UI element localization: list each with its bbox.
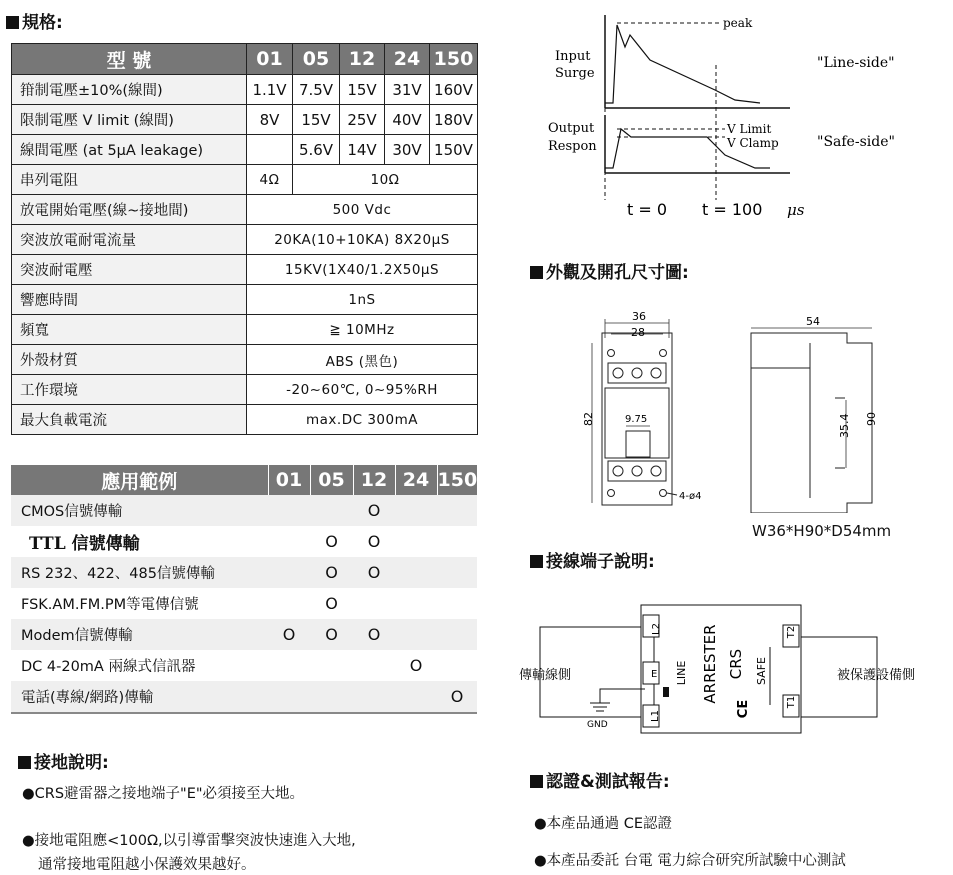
safe-side-label: "Safe-side": [817, 134, 895, 150]
app-mark: [395, 619, 437, 650]
app-header-col: 150: [437, 465, 477, 495]
app-mark: [437, 495, 477, 526]
spec-cell: ≧ 10MHz: [247, 315, 478, 345]
input-label-2: Surge: [555, 66, 595, 81]
spec-row: [12, 345, 478, 375]
app-mark: O: [367, 532, 381, 551]
label-l1: L1: [650, 710, 661, 722]
spec-cell: 1nS: [247, 285, 478, 315]
label-arrester: ARRESTER: [701, 624, 719, 704]
app-mark: O: [353, 619, 395, 650]
spec-row: [12, 375, 478, 405]
app-row-label: CMOS信號傳輸: [11, 495, 268, 526]
dim-d54: 54: [806, 315, 820, 328]
square-bullet-icon: [6, 16, 19, 29]
spec-cell: ABS (黑色): [247, 345, 478, 375]
app-row-label: Modem信號傳輸: [11, 619, 268, 650]
spec-row-label: 頻寬: [12, 315, 247, 345]
spec-row-label: 工作環境: [12, 375, 247, 405]
app-mark: [395, 588, 437, 619]
spec-row-label: 外殼材質: [12, 345, 247, 375]
app-row: [11, 495, 477, 526]
spec-row: [12, 75, 478, 105]
spec-row: [12, 105, 478, 135]
line-side-label: "Line-side": [817, 55, 895, 71]
app-row: [11, 681, 477, 713]
app-mark: [437, 588, 477, 619]
spec-heading: 規格:: [6, 8, 63, 33]
limit-label: V Limit: [727, 122, 772, 136]
spec-row-label: 箝制電壓±10%(線間): [12, 75, 247, 105]
ground-note-1: ●CRS避雷器之接地端子"E"必須接至大地。: [22, 786, 305, 802]
dim-h82: 82: [582, 412, 595, 426]
spec-table: [11, 43, 478, 435]
spec-cell: max.DC 300mA: [247, 405, 478, 435]
ground-note-2: ●接地電阻應<100Ω,以引導雷擊突波快速進入大地,: [22, 833, 356, 849]
gas-tube-icon: [663, 687, 669, 697]
spec-cell: 31V: [385, 75, 430, 105]
spec-row-label: 限制電壓 V limit (線間): [12, 105, 247, 135]
spec-row: [12, 225, 478, 255]
square-bullet-icon: [530, 775, 543, 788]
spec-row: [12, 165, 478, 195]
side-view: [751, 333, 872, 513]
spec-cell: 40V: [385, 105, 430, 135]
spec-row-label: 最大負載電流: [12, 405, 247, 435]
app-row-label: TTL 信號傳輸: [29, 534, 140, 554]
input-surge-curve: [605, 25, 760, 103]
spec-cell: 4Ω: [247, 165, 293, 195]
output-label-1: Output: [548, 121, 595, 136]
spec-cell: 20KA(10+10KA) 8X20μS: [247, 225, 478, 255]
spec-row-label: 突波放電耐電流量: [12, 225, 247, 255]
label-line: LINE: [675, 660, 688, 686]
app-mark: [268, 588, 310, 619]
dim-h35-4: 35.4: [838, 413, 851, 438]
label-e: E: [651, 669, 658, 680]
size-label: W36*H90*D54mm: [752, 522, 892, 540]
spec-row-label: 放電開始電壓(線~接地間): [12, 195, 247, 225]
label-safe: SAFE: [755, 657, 768, 685]
square-bullet-icon: [530, 555, 543, 568]
spec-row-label: 串列電阻: [12, 165, 247, 195]
spec-cell: 14V: [340, 135, 385, 165]
spec-header-col: 01: [247, 44, 293, 75]
app-mark: [268, 557, 310, 588]
ce-mark-icon: CE: [736, 699, 751, 719]
wiring-diagram: [515, 595, 940, 743]
square-bullet-icon: [18, 756, 31, 769]
spec-cell: 180V: [430, 105, 478, 135]
spec-header-row: [12, 44, 478, 75]
surge-diagram: [535, 5, 945, 230]
app-row-label: 電話(專線/網路)傳輸: [11, 681, 268, 713]
spec-header-col: 12: [340, 44, 385, 75]
app-header-col: 01: [268, 465, 310, 495]
app-mark: O: [409, 656, 423, 675]
spec-row: [12, 195, 478, 225]
app-row-label: RS 232、422、485信號傳輸: [11, 557, 268, 588]
app-mark: [437, 619, 477, 650]
app-mark: [353, 681, 395, 713]
spec-cell: 15V: [293, 105, 340, 135]
app-mark: [395, 526, 437, 557]
application-table: [11, 465, 477, 714]
app-mark: [353, 588, 395, 619]
label-gnd: GND: [587, 720, 608, 730]
dim-hole: 4-ø4: [679, 491, 702, 502]
spec-cell: [247, 135, 293, 165]
app-mark: O: [353, 557, 395, 588]
app-mark: O: [353, 495, 395, 526]
input-label-1: Input: [555, 49, 591, 64]
app-mark: [395, 495, 437, 526]
app-mark: O: [437, 681, 477, 713]
peak-label: peak: [723, 16, 753, 30]
app-row-label: FSK.AM.FM.PM等電傳信號: [21, 597, 199, 613]
cert-note-2: ●本產品委託 台電 電力綜合研究所試驗中心測試: [534, 853, 846, 869]
app-mark: [395, 557, 437, 588]
spec-cell: 1.1V: [247, 75, 293, 105]
cert-heading: 認證&測試報告:: [530, 767, 670, 792]
app-mark: [395, 681, 437, 713]
spec-row: [12, 405, 478, 435]
spec-cell: 5.6V: [293, 135, 340, 165]
spec-row-label: 突波耐電壓: [12, 255, 247, 285]
t100-label: t = 100: [702, 200, 763, 219]
spec-row: [12, 255, 478, 285]
app-mark: [310, 650, 353, 681]
label-protected-side: 被保護設備側: [837, 668, 916, 683]
spec-cell: 8V: [247, 105, 293, 135]
label-crs: CRS: [727, 648, 745, 680]
dimension-drawing: [580, 308, 910, 513]
app-header-col: 12: [353, 465, 395, 495]
spec-cell: 25V: [340, 105, 385, 135]
spec-row: [12, 285, 478, 315]
app-mark: O: [325, 532, 338, 551]
app-mark: [437, 650, 477, 681]
app-header-title: 應用範例: [11, 465, 268, 495]
unit-label: μs: [787, 201, 805, 219]
output-label-2: Respon: [548, 139, 597, 154]
spec-cell: 7.5V: [293, 75, 340, 105]
label-t2: T2: [786, 625, 797, 639]
spec-cell: 15KV(1X40/1.2X50μS: [247, 255, 478, 285]
ground-heading: 接地說明:: [18, 748, 109, 773]
spec-header-col: 150: [430, 44, 478, 75]
app-mark: [268, 526, 310, 557]
app-mark: O: [268, 619, 310, 650]
label-t1: T1: [786, 695, 797, 709]
clamp-label: V Clamp: [727, 136, 779, 150]
spec-header-model: 型 號: [12, 44, 247, 75]
wiring-heading: 接線端子說明:: [530, 547, 655, 572]
app-row: [11, 588, 477, 619]
spec-row-label: 響應時間: [12, 285, 247, 315]
app-mark: O: [310, 619, 353, 650]
app-mark: [268, 495, 310, 526]
label-line-side: 傳輸線側: [519, 668, 572, 683]
spec-cell: 500 Vdc: [247, 195, 478, 225]
spec-cell: 10Ω: [293, 165, 478, 195]
spec-header-col: 05: [293, 44, 340, 75]
dim-w28: 28: [631, 326, 645, 339]
app-mark: [268, 650, 310, 681]
spec-cell: 150V: [430, 135, 478, 165]
spec-cell: -20~60℃, 0~95%RH: [247, 375, 478, 405]
cert-note-1: ●本產品通過 CE認證: [534, 816, 673, 832]
app-mark: O: [325, 594, 338, 613]
app-mark: [310, 495, 353, 526]
spec-row: [12, 135, 478, 165]
spec-cell: 160V: [430, 75, 478, 105]
t0-label: t = 0: [627, 200, 668, 219]
app-row: [11, 557, 477, 588]
spec-row-label: 線間電壓 (at 5μA leakage): [12, 135, 247, 165]
app-row: [11, 650, 477, 681]
dim-9-75: 9.75: [625, 414, 648, 425]
app-row-label: DC 4-20mA 兩線式信訊器: [21, 659, 196, 675]
app-header-col: 05: [310, 465, 353, 495]
app-header-col: 24: [395, 465, 437, 495]
app-mark: O: [310, 557, 353, 588]
spec-cell: 30V: [385, 135, 430, 165]
dimension-heading: 外觀及開孔尺寸圖:: [530, 258, 689, 283]
dim-w36: 36: [632, 310, 646, 323]
app-mark: [353, 650, 395, 681]
app-header-row: [11, 465, 477, 495]
app-row: [11, 619, 477, 650]
dim-h90: 90: [865, 412, 878, 426]
app-mark: [437, 526, 477, 557]
spec-row: [12, 315, 478, 345]
label-l2: L2: [651, 623, 662, 635]
square-bullet-icon: [530, 266, 543, 279]
app-mark: [310, 681, 353, 713]
app-mark: [437, 557, 477, 588]
ground-note-2-cont: 通常接地電阻越小保護效果越好。: [38, 857, 256, 873]
app-row: [11, 526, 477, 557]
spec-cell: 15V: [340, 75, 385, 105]
spec-header-col: 24: [385, 44, 430, 75]
app-mark: [268, 681, 310, 713]
